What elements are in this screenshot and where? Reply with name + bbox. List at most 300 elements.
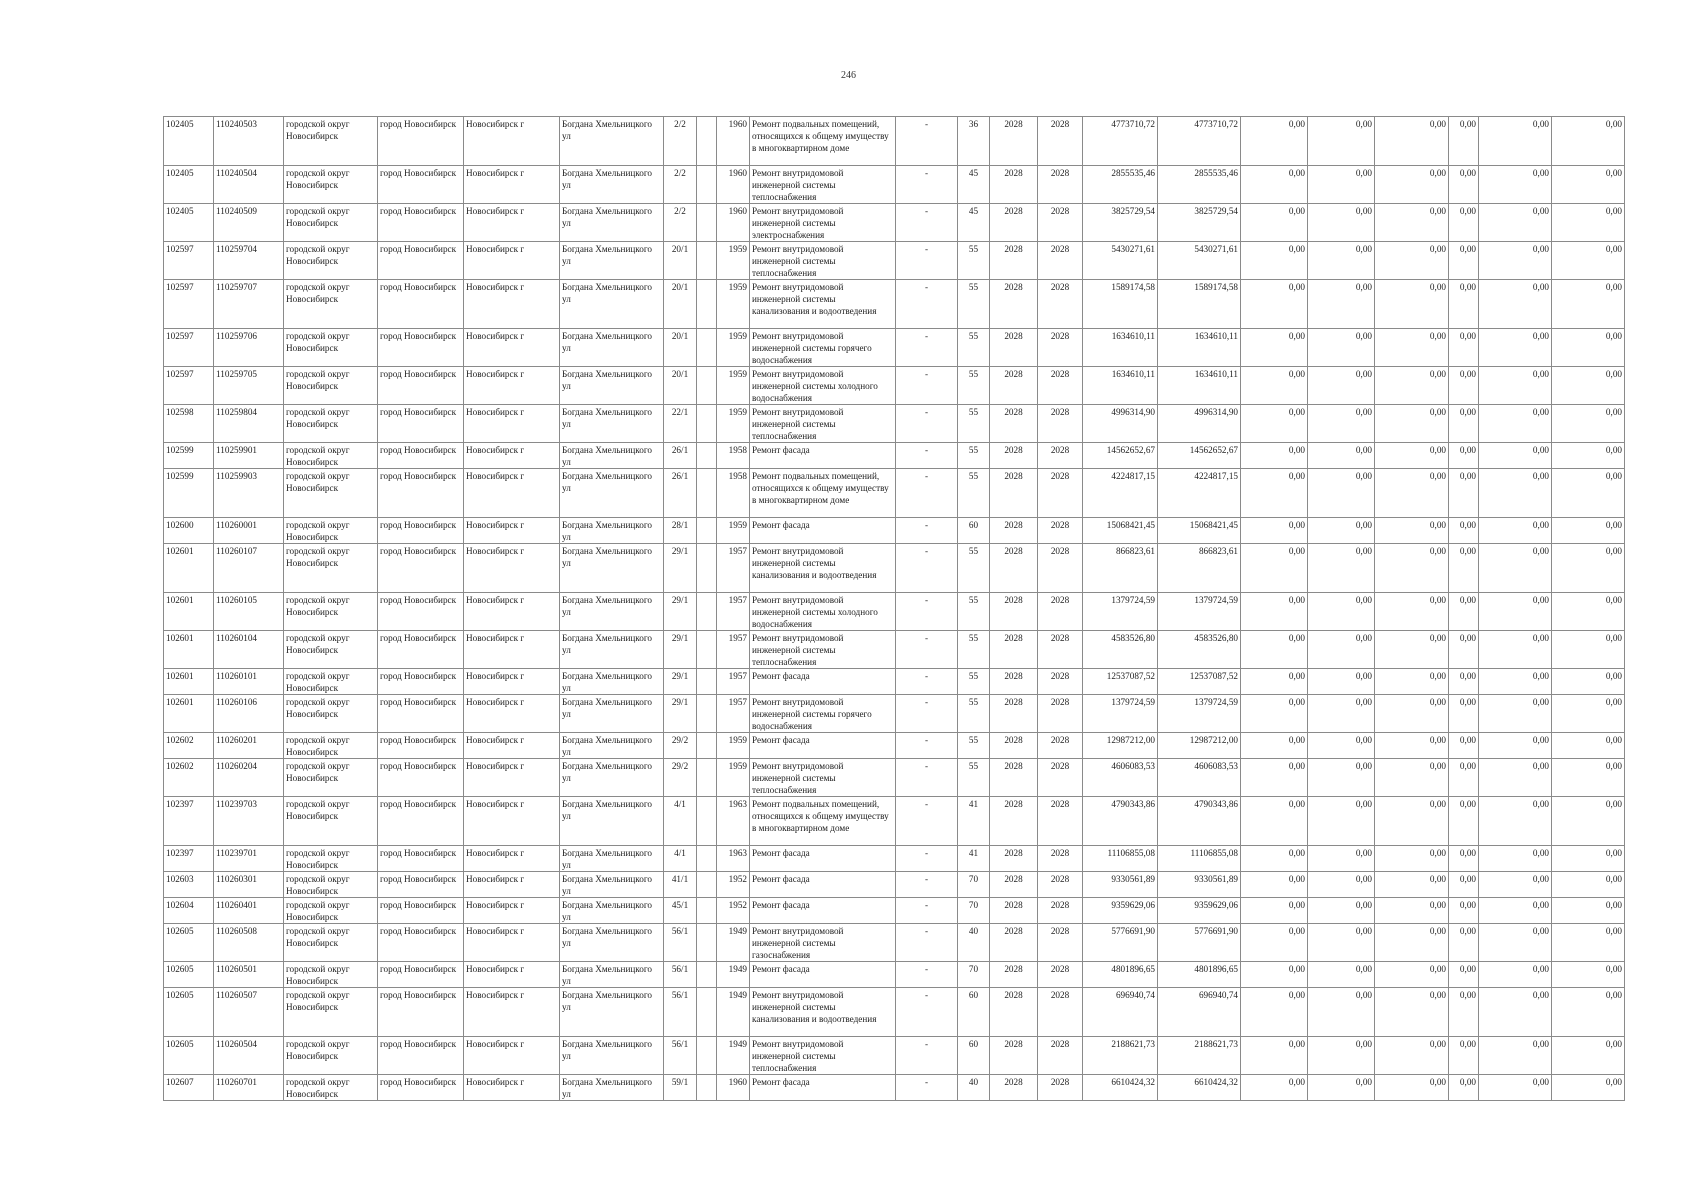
fund-cost-cell: 4606083,53 xyxy=(1158,759,1241,797)
build-year-cell: 1960 xyxy=(717,166,750,204)
locality-cell: Новосибирск г xyxy=(464,1037,560,1075)
value-1-cell: 0,00 xyxy=(1241,631,1308,669)
value-2-cell: 0,00 xyxy=(1308,846,1375,872)
placeholder-dash-cell: - xyxy=(896,669,958,695)
service-term-cell: 40 xyxy=(958,1075,990,1101)
house-number-cell: 20/1 xyxy=(664,242,697,280)
district-cell: городской округ Новосибирск xyxy=(284,898,378,924)
work-code-cell: 110259804 xyxy=(214,405,284,443)
fund-cost-cell: 4801896,65 xyxy=(1158,962,1241,988)
total-cost-cell: 4583526,80 xyxy=(1083,631,1158,669)
extra-cell-cell xyxy=(697,1037,717,1075)
service-term-cell: 55 xyxy=(958,669,990,695)
value-3-cell: 0,00 xyxy=(1375,166,1449,204)
fund-cost-cell: 4583526,80 xyxy=(1158,631,1241,669)
street-cell: Богдана Хмельницкого ул xyxy=(560,544,664,593)
extra-cell-cell xyxy=(697,759,717,797)
fund-cost-cell: 866823,61 xyxy=(1158,544,1241,593)
total-cost-cell: 9330561,89 xyxy=(1083,872,1158,898)
work-code-cell: 110260508 xyxy=(214,924,284,962)
street-cell: Богдана Хмельницкого ул xyxy=(560,469,664,518)
value-3-cell: 0,00 xyxy=(1375,280,1449,329)
build-year-cell: 1960 xyxy=(717,117,750,166)
value-6-cell: 0,00 xyxy=(1552,117,1625,166)
value-5-cell: 0,00 xyxy=(1479,988,1552,1037)
row-id-cell: 102601 xyxy=(164,631,214,669)
extra-cell-cell xyxy=(697,846,717,872)
total-cost-cell: 9359629,06 xyxy=(1083,898,1158,924)
district-cell: городской округ Новосибирск xyxy=(284,204,378,242)
build-year-cell: 1952 xyxy=(717,872,750,898)
table-row xyxy=(164,329,1625,367)
locality-cell: Новосибирск г xyxy=(464,759,560,797)
city-cell: город Новосибирск xyxy=(378,204,464,242)
value-1-cell: 0,00 xyxy=(1241,405,1308,443)
value-3-cell: 0,00 xyxy=(1375,242,1449,280)
locality-cell: Новосибирск г xyxy=(464,544,560,593)
start-year-cell: 2028 xyxy=(990,280,1038,329)
value-4-cell: 0,00 xyxy=(1449,166,1479,204)
extra-cell-cell xyxy=(697,469,717,518)
house-number-cell: 2/2 xyxy=(664,204,697,242)
row-id-cell: 102604 xyxy=(164,898,214,924)
end-year-cell: 2028 xyxy=(1038,329,1083,367)
work-code-cell: 110260105 xyxy=(214,593,284,631)
work-code-cell: 110260104 xyxy=(214,631,284,669)
row-id-cell: 102397 xyxy=(164,797,214,846)
value-6-cell: 0,00 xyxy=(1552,280,1625,329)
build-year-cell: 1957 xyxy=(717,631,750,669)
value-2-cell: 0,00 xyxy=(1308,669,1375,695)
fund-cost-cell: 3825729,54 xyxy=(1158,204,1241,242)
build-year-cell: 1952 xyxy=(717,898,750,924)
end-year-cell: 2028 xyxy=(1038,518,1083,544)
build-year-cell: 1959 xyxy=(717,329,750,367)
table-row xyxy=(164,962,1625,988)
extra-cell-cell xyxy=(697,898,717,924)
work-type-cell: Ремонт внутридомовой инженерной системы теплоснабжения xyxy=(750,759,896,797)
value-1-cell: 0,00 xyxy=(1241,962,1308,988)
value-6-cell: 0,00 xyxy=(1552,443,1625,469)
placeholder-dash-cell: - xyxy=(896,924,958,962)
extra-cell-cell xyxy=(697,329,717,367)
value-1-cell: 0,00 xyxy=(1241,898,1308,924)
value-4-cell: 0,00 xyxy=(1449,518,1479,544)
work-type-cell: Ремонт внутридомовой инженерной системы канализования и водоотведения xyxy=(750,988,896,1037)
value-3-cell: 0,00 xyxy=(1375,733,1449,759)
value-2-cell: 0,00 xyxy=(1308,518,1375,544)
extra-cell-cell xyxy=(697,872,717,898)
street-cell: Богдана Хмельницкого ул xyxy=(560,988,664,1037)
work-type-cell: Ремонт внутридомовой инженерной системы электроснабжения xyxy=(750,204,896,242)
total-cost-cell: 2855535,46 xyxy=(1083,166,1158,204)
fund-cost-cell: 4224817,15 xyxy=(1158,469,1241,518)
service-term-cell: 55 xyxy=(958,631,990,669)
extra-cell-cell xyxy=(697,924,717,962)
value-5-cell: 0,00 xyxy=(1479,631,1552,669)
value-4-cell: 0,00 xyxy=(1449,1075,1479,1101)
value-5-cell: 0,00 xyxy=(1479,962,1552,988)
value-1-cell: 0,00 xyxy=(1241,469,1308,518)
work-code-cell: 110260507 xyxy=(214,988,284,1037)
locality-cell: Новосибирск г xyxy=(464,469,560,518)
locality-cell: Новосибирск г xyxy=(464,166,560,204)
value-6-cell: 0,00 xyxy=(1552,1075,1625,1101)
city-cell: город Новосибирск xyxy=(378,988,464,1037)
value-4-cell: 0,00 xyxy=(1449,797,1479,846)
row-id-cell: 102602 xyxy=(164,733,214,759)
build-year-cell: 1959 xyxy=(717,733,750,759)
work-type-cell: Ремонт внутридомовой инженерной системы горячего водоснабжения xyxy=(750,329,896,367)
work-code-cell: 110260701 xyxy=(214,1075,284,1101)
district-cell: городской округ Новосибирск xyxy=(284,166,378,204)
work-type-cell: Ремонт фасада xyxy=(750,1075,896,1101)
value-5-cell: 0,00 xyxy=(1479,695,1552,733)
build-year-cell: 1949 xyxy=(717,1037,750,1075)
row-id-cell: 102597 xyxy=(164,280,214,329)
fund-cost-cell: 1379724,59 xyxy=(1158,593,1241,631)
work-type-cell: Ремонт внутридомовой инженерной системы канализования и водоотведения xyxy=(750,544,896,593)
city-cell: город Новосибирск xyxy=(378,1075,464,1101)
placeholder-dash-cell: - xyxy=(896,1075,958,1101)
fund-cost-cell: 1634610,11 xyxy=(1158,367,1241,405)
value-4-cell: 0,00 xyxy=(1449,924,1479,962)
start-year-cell: 2028 xyxy=(990,166,1038,204)
value-5-cell: 0,00 xyxy=(1479,518,1552,544)
fund-cost-cell: 1379724,59 xyxy=(1158,695,1241,733)
value-5-cell: 0,00 xyxy=(1479,443,1552,469)
value-5-cell: 0,00 xyxy=(1479,117,1552,166)
value-4-cell: 0,00 xyxy=(1449,204,1479,242)
value-3-cell: 0,00 xyxy=(1375,759,1449,797)
build-year-cell: 1957 xyxy=(717,593,750,631)
value-1-cell: 0,00 xyxy=(1241,117,1308,166)
extra-cell-cell xyxy=(697,669,717,695)
row-id-cell: 102599 xyxy=(164,469,214,518)
extra-cell-cell xyxy=(697,280,717,329)
service-term-cell: 45 xyxy=(958,166,990,204)
work-type-cell: Ремонт фасада xyxy=(750,733,896,759)
extra-cell-cell xyxy=(697,117,717,166)
value-3-cell: 0,00 xyxy=(1375,469,1449,518)
build-year-cell: 1959 xyxy=(717,759,750,797)
row-id-cell: 102597 xyxy=(164,242,214,280)
value-1-cell: 0,00 xyxy=(1241,443,1308,469)
table-row xyxy=(164,797,1625,846)
district-cell: городской округ Новосибирск xyxy=(284,1075,378,1101)
locality-cell: Новосибирск г xyxy=(464,443,560,469)
city-cell: город Новосибирск xyxy=(378,405,464,443)
value-2-cell: 0,00 xyxy=(1308,872,1375,898)
total-cost-cell: 1634610,11 xyxy=(1083,367,1158,405)
table-row xyxy=(164,280,1625,329)
fund-cost-cell: 15068421,45 xyxy=(1158,518,1241,544)
locality-cell: Новосибирск г xyxy=(464,797,560,846)
house-number-cell: 2/2 xyxy=(664,166,697,204)
work-type-cell: Ремонт внутридомовой инженерной системы теплоснабжения xyxy=(750,242,896,280)
locality-cell: Новосибирск г xyxy=(464,1075,560,1101)
city-cell: город Новосибирск xyxy=(378,280,464,329)
extra-cell-cell xyxy=(697,544,717,593)
value-1-cell: 0,00 xyxy=(1241,242,1308,280)
value-5-cell: 0,00 xyxy=(1479,544,1552,593)
work-code-cell: 110240509 xyxy=(214,204,284,242)
district-cell: городской округ Новосибирск xyxy=(284,469,378,518)
end-year-cell: 2028 xyxy=(1038,759,1083,797)
city-cell: город Новосибирск xyxy=(378,898,464,924)
district-cell: городской округ Новосибирск xyxy=(284,669,378,695)
house-number-cell: 2/2 xyxy=(664,117,697,166)
value-4-cell: 0,00 xyxy=(1449,280,1479,329)
table-row xyxy=(164,405,1625,443)
value-6-cell: 0,00 xyxy=(1552,469,1625,518)
service-term-cell: 55 xyxy=(958,443,990,469)
build-year-cell: 1957 xyxy=(717,669,750,695)
start-year-cell: 2028 xyxy=(990,631,1038,669)
street-cell: Богдана Хмельницкого ул xyxy=(560,898,664,924)
placeholder-dash-cell: - xyxy=(896,469,958,518)
value-2-cell: 0,00 xyxy=(1308,544,1375,593)
table-row xyxy=(164,695,1625,733)
locality-cell: Новосибирск г xyxy=(464,518,560,544)
value-1-cell: 0,00 xyxy=(1241,280,1308,329)
house-number-cell: 29/1 xyxy=(664,695,697,733)
start-year-cell: 2028 xyxy=(990,367,1038,405)
extra-cell-cell xyxy=(697,593,717,631)
city-cell: город Новосибирск xyxy=(378,544,464,593)
value-6-cell: 0,00 xyxy=(1552,204,1625,242)
value-2-cell: 0,00 xyxy=(1308,898,1375,924)
fund-cost-cell: 5776691,90 xyxy=(1158,924,1241,962)
value-3-cell: 0,00 xyxy=(1375,405,1449,443)
house-number-cell: 29/1 xyxy=(664,593,697,631)
table-row xyxy=(164,544,1625,593)
row-id-cell: 102601 xyxy=(164,695,214,733)
value-4-cell: 0,00 xyxy=(1449,329,1479,367)
value-4-cell: 0,00 xyxy=(1449,469,1479,518)
locality-cell: Новосибирск г xyxy=(464,367,560,405)
work-code-cell: 110260401 xyxy=(214,898,284,924)
fund-cost-cell: 12537087,52 xyxy=(1158,669,1241,695)
house-number-cell: 20/1 xyxy=(664,280,697,329)
start-year-cell: 2028 xyxy=(990,1037,1038,1075)
value-4-cell: 0,00 xyxy=(1449,898,1479,924)
end-year-cell: 2028 xyxy=(1038,631,1083,669)
row-id-cell: 102598 xyxy=(164,405,214,443)
city-cell: город Новосибирск xyxy=(378,924,464,962)
build-year-cell: 1949 xyxy=(717,962,750,988)
end-year-cell: 2028 xyxy=(1038,962,1083,988)
service-term-cell: 60 xyxy=(958,988,990,1037)
value-6-cell: 0,00 xyxy=(1552,242,1625,280)
value-4-cell: 0,00 xyxy=(1449,242,1479,280)
service-term-cell: 70 xyxy=(958,898,990,924)
build-year-cell: 1959 xyxy=(717,242,750,280)
service-term-cell: 55 xyxy=(958,759,990,797)
locality-cell: Новосибирск г xyxy=(464,846,560,872)
work-code-cell: 110259901 xyxy=(214,443,284,469)
house-number-cell: 56/1 xyxy=(664,988,697,1037)
street-cell: Богдана Хмельницкого ул xyxy=(560,924,664,962)
placeholder-dash-cell: - xyxy=(896,797,958,846)
district-cell: городской округ Новосибирск xyxy=(284,988,378,1037)
table-row xyxy=(164,759,1625,797)
table-row xyxy=(164,924,1625,962)
value-2-cell: 0,00 xyxy=(1308,593,1375,631)
fund-cost-cell: 12987212,00 xyxy=(1158,733,1241,759)
end-year-cell: 2028 xyxy=(1038,846,1083,872)
row-id-cell: 102601 xyxy=(164,669,214,695)
value-6-cell: 0,00 xyxy=(1552,166,1625,204)
placeholder-dash-cell: - xyxy=(896,733,958,759)
value-6-cell: 0,00 xyxy=(1552,846,1625,872)
end-year-cell: 2028 xyxy=(1038,367,1083,405)
total-cost-cell: 866823,61 xyxy=(1083,544,1158,593)
work-type-cell: Ремонт фасада xyxy=(750,846,896,872)
table-row xyxy=(164,1075,1625,1101)
city-cell: город Новосибирск xyxy=(378,962,464,988)
value-4-cell: 0,00 xyxy=(1449,593,1479,631)
value-4-cell: 0,00 xyxy=(1449,669,1479,695)
work-type-cell: Ремонт подвальных помещений, относящихся к общему имуществу в многоквартирном доме xyxy=(750,117,896,166)
street-cell: Богдана Хмельницкого ул xyxy=(560,367,664,405)
value-1-cell: 0,00 xyxy=(1241,797,1308,846)
row-id-cell: 102601 xyxy=(164,593,214,631)
service-term-cell: 45 xyxy=(958,204,990,242)
fund-cost-cell: 9359629,06 xyxy=(1158,898,1241,924)
build-year-cell: 1959 xyxy=(717,367,750,405)
house-number-cell: 29/2 xyxy=(664,733,697,759)
value-3-cell: 0,00 xyxy=(1375,329,1449,367)
value-5-cell: 0,00 xyxy=(1479,166,1552,204)
service-term-cell: 55 xyxy=(958,242,990,280)
table-row xyxy=(164,872,1625,898)
work-type-cell: Ремонт внутридомовой инженерной системы теплоснабжения xyxy=(750,166,896,204)
fund-cost-cell: 696940,74 xyxy=(1158,988,1241,1037)
start-year-cell: 2028 xyxy=(990,593,1038,631)
start-year-cell: 2028 xyxy=(990,544,1038,593)
start-year-cell: 2028 xyxy=(990,469,1038,518)
locality-cell: Новосибирск г xyxy=(464,924,560,962)
value-6-cell: 0,00 xyxy=(1552,988,1625,1037)
value-3-cell: 0,00 xyxy=(1375,1037,1449,1075)
value-6-cell: 0,00 xyxy=(1552,631,1625,669)
placeholder-dash-cell: - xyxy=(896,846,958,872)
value-2-cell: 0,00 xyxy=(1308,988,1375,1037)
street-cell: Богдана Хмельницкого ул xyxy=(560,593,664,631)
start-year-cell: 2028 xyxy=(990,242,1038,280)
city-cell: город Новосибирск xyxy=(378,242,464,280)
district-cell: городской округ Новосибирск xyxy=(284,544,378,593)
start-year-cell: 2028 xyxy=(990,988,1038,1037)
fund-cost-cell: 4773710,72 xyxy=(1158,117,1241,166)
total-cost-cell: 1634610,11 xyxy=(1083,329,1158,367)
end-year-cell: 2028 xyxy=(1038,242,1083,280)
house-number-cell: 22/1 xyxy=(664,405,697,443)
total-cost-cell: 1379724,59 xyxy=(1083,593,1158,631)
value-2-cell: 0,00 xyxy=(1308,280,1375,329)
fund-cost-cell: 11106855,08 xyxy=(1158,846,1241,872)
start-year-cell: 2028 xyxy=(990,518,1038,544)
start-year-cell: 2028 xyxy=(990,924,1038,962)
end-year-cell: 2028 xyxy=(1038,1075,1083,1101)
service-term-cell: 55 xyxy=(958,593,990,631)
placeholder-dash-cell: - xyxy=(896,544,958,593)
value-6-cell: 0,00 xyxy=(1552,669,1625,695)
locality-cell: Новосибирск г xyxy=(464,631,560,669)
work-code-cell: 110240503 xyxy=(214,117,284,166)
work-code-cell: 110260301 xyxy=(214,872,284,898)
value-1-cell: 0,00 xyxy=(1241,518,1308,544)
locality-cell: Новосибирск г xyxy=(464,280,560,329)
table-row xyxy=(164,988,1625,1037)
work-type-cell: Ремонт подвальных помещений, относящихся к общему имуществу в многоквартирном доме xyxy=(750,469,896,518)
value-4-cell: 0,00 xyxy=(1449,544,1479,593)
service-term-cell: 36 xyxy=(958,117,990,166)
fund-cost-cell: 4790343,86 xyxy=(1158,797,1241,846)
value-5-cell: 0,00 xyxy=(1479,242,1552,280)
work-code-cell: 110260201 xyxy=(214,733,284,759)
street-cell: Богдана Хмельницкого ул xyxy=(560,962,664,988)
house-number-cell: 29/1 xyxy=(664,544,697,593)
district-cell: городской округ Новосибирск xyxy=(284,733,378,759)
value-2-cell: 0,00 xyxy=(1308,117,1375,166)
placeholder-dash-cell: - xyxy=(896,280,958,329)
value-2-cell: 0,00 xyxy=(1308,204,1375,242)
house-number-cell: 20/1 xyxy=(664,329,697,367)
work-type-cell: Ремонт внутридомовой инженерной системы теплоснабжения xyxy=(750,631,896,669)
district-cell: городской округ Новосибирск xyxy=(284,443,378,469)
street-cell: Богдана Хмельницкого ул xyxy=(560,1075,664,1101)
value-4-cell: 0,00 xyxy=(1449,733,1479,759)
placeholder-dash-cell: - xyxy=(896,242,958,280)
value-6-cell: 0,00 xyxy=(1552,518,1625,544)
value-6-cell: 0,00 xyxy=(1552,329,1625,367)
locality-cell: Новосибирск г xyxy=(464,962,560,988)
table-row xyxy=(164,204,1625,242)
row-id-cell: 102605 xyxy=(164,962,214,988)
locality-cell: Новосибирск г xyxy=(464,695,560,733)
start-year-cell: 2028 xyxy=(990,117,1038,166)
city-cell: город Новосибирск xyxy=(378,117,464,166)
build-year-cell: 1959 xyxy=(717,405,750,443)
work-code-cell: 110260504 xyxy=(214,1037,284,1075)
service-term-cell: 55 xyxy=(958,329,990,367)
total-cost-cell: 696940,74 xyxy=(1083,988,1158,1037)
work-code-cell: 110260001 xyxy=(214,518,284,544)
value-6-cell: 0,00 xyxy=(1552,872,1625,898)
placeholder-dash-cell: - xyxy=(896,367,958,405)
total-cost-cell: 2188621,73 xyxy=(1083,1037,1158,1075)
district-cell: городской округ Новосибирск xyxy=(284,962,378,988)
total-cost-cell: 12537087,52 xyxy=(1083,669,1158,695)
end-year-cell: 2028 xyxy=(1038,443,1083,469)
street-cell: Богдана Хмельницкого ул xyxy=(560,695,664,733)
value-1-cell: 0,00 xyxy=(1241,166,1308,204)
value-1-cell: 0,00 xyxy=(1241,593,1308,631)
fund-cost-cell: 1634610,11 xyxy=(1158,329,1241,367)
value-2-cell: 0,00 xyxy=(1308,1037,1375,1075)
service-term-cell: 55 xyxy=(958,695,990,733)
start-year-cell: 2028 xyxy=(990,759,1038,797)
street-cell: Богдана Хмельницкого ул xyxy=(560,443,664,469)
value-5-cell: 0,00 xyxy=(1479,280,1552,329)
city-cell: город Новосибирск xyxy=(378,631,464,669)
work-code-cell: 110260107 xyxy=(214,544,284,593)
value-6-cell: 0,00 xyxy=(1552,797,1625,846)
value-5-cell: 0,00 xyxy=(1479,759,1552,797)
work-type-cell: Ремонт внутридомовой инженерной системы газоснабжения xyxy=(750,924,896,962)
